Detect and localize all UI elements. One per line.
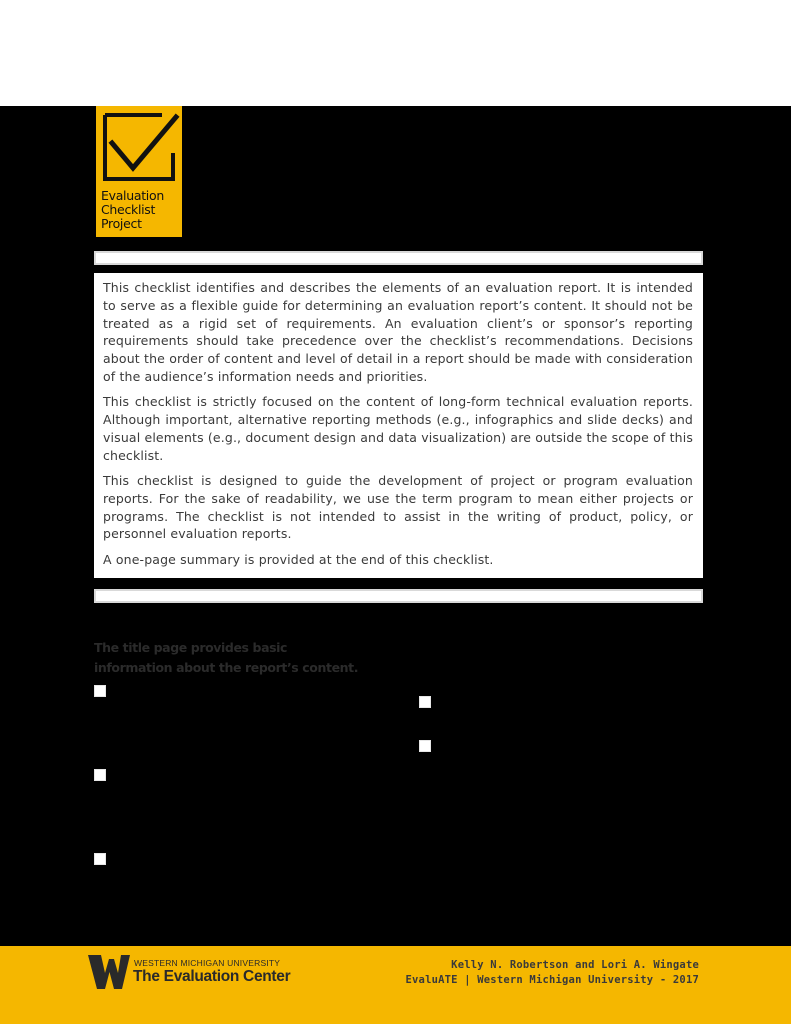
footer-credits xyxy=(406,958,699,988)
intro-paragraph-2: This checklist is strictly focused on the content of long-form technical evaluation reports. Although important, alternative reporting methods (e.g., infographics and slide decks) and visual elements (e.g., document design and data visualization) are outside the scope of this checklist. xyxy=(103,394,693,463)
authors: Kelly N. Robertson and Lori A. Wingate xyxy=(451,959,699,971)
intro-paragraph-3: This checklist is designed to guide the development of project or program evaluation reports. For the sake of readability, we use the term program to mean either projects or programs. The checklist is not intended to assist in the writing of product, policy, or personnel evaluation reports. xyxy=(103,472,693,542)
checkbox-1[interactable] xyxy=(94,685,106,697)
affiliation: EvaluATE | Western Michigan University - 2017 xyxy=(405,974,699,986)
checkbox-4[interactable] xyxy=(419,696,431,708)
footer xyxy=(0,946,791,1024)
checkbox-5[interactable] xyxy=(419,740,431,752)
logo-line-3: Project xyxy=(101,216,142,231)
intro-paragraph-4: A one-page summary is provided at the end of this checklist. xyxy=(103,551,494,567)
wmu-w-logo-icon xyxy=(88,955,130,989)
checkmark-icon xyxy=(96,106,182,188)
logo-text xyxy=(101,189,181,231)
title-page-intro: The title page provides basic information about the report’s content. xyxy=(94,640,359,675)
checkbox-3[interactable] xyxy=(94,853,106,865)
checkbox-2[interactable] xyxy=(94,769,106,781)
section-header-bar-top xyxy=(94,251,703,265)
logo-line-2: Checklist xyxy=(101,202,156,217)
logo-line-1: Evaluation xyxy=(101,188,164,203)
center-name: The Evaluation Center xyxy=(133,968,291,985)
university-name: WESTERN MICHIGAN UNIVERSITY xyxy=(134,958,281,968)
intro-box xyxy=(94,273,703,578)
evaluation-checklist-logo xyxy=(96,106,182,237)
section-header-bar-bottom xyxy=(94,589,703,603)
intro-paragraph-1: This checklist identifies and describes the elements of an evaluation report. It is intended to serve as a flexible guide for determining an evaluation report’s content. It should not be treated as a rigid set of requirements. An evaluation client’s or sponsor’s reporting requirements should take precedence over the checklist’s recommendations. Decisions about the order of content and level of detail in a report should be made with consideration of the audience’s information needs and priorities. xyxy=(103,280,693,384)
